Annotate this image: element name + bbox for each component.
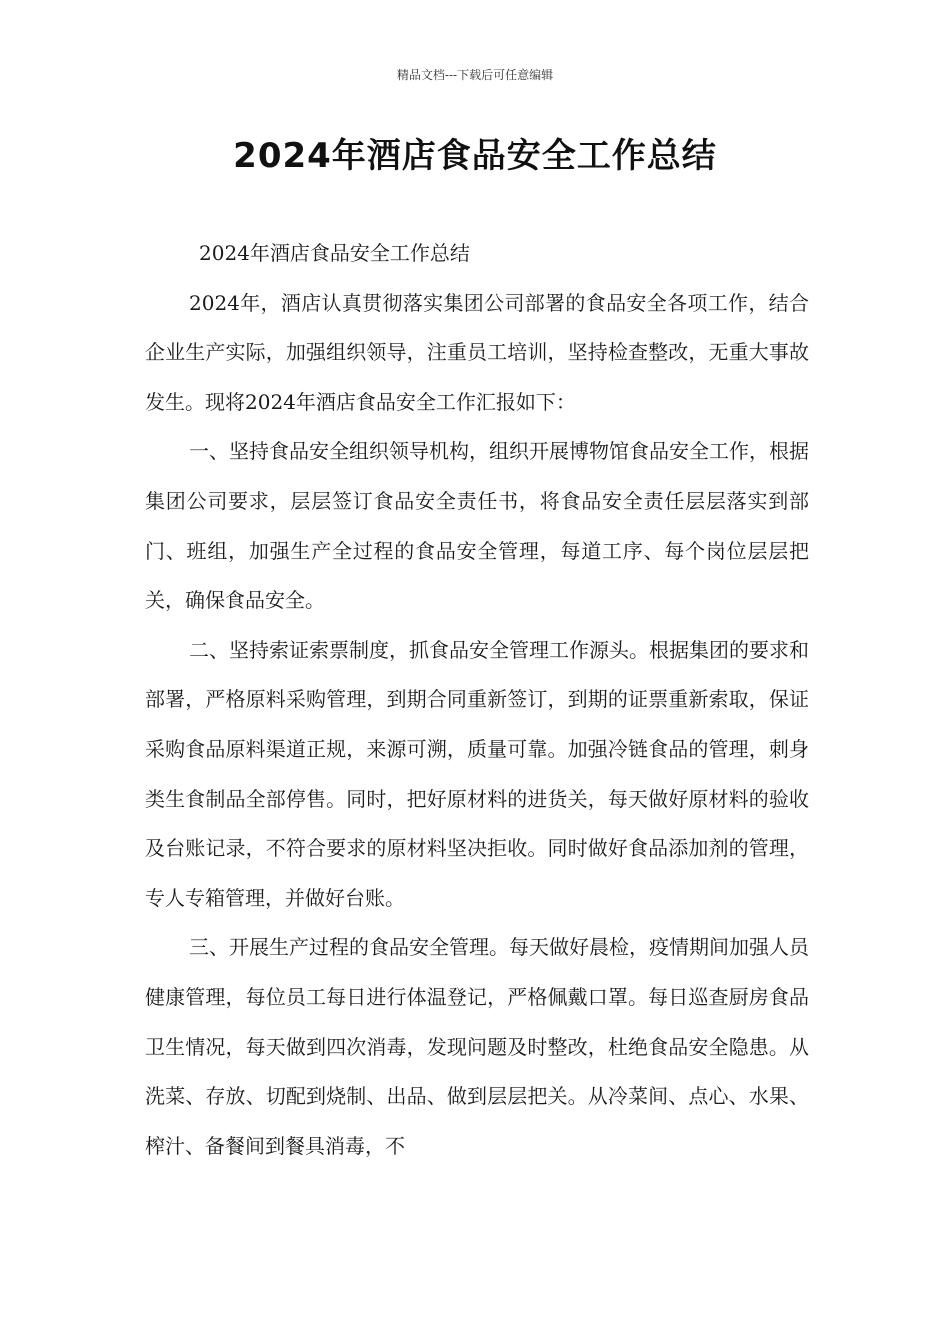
paragraph-intro: 2024年，酒店认真贯彻落实集团公司部署的食品安全各项工作，结合企业生产实际，加强组织领导，注重员工培训，坚持检查整改，无重大事故发生。现将2024年酒店食品安全工作汇报如下： (145, 290, 809, 414)
subtitle: 2024年酒店食品安全工作总结 (199, 241, 470, 265)
header-note: 精品文档---下载后可任意编辑 (396, 68, 554, 82)
document-body (145, 229, 809, 1171)
document-title: 2024年酒店食品安全工作总结 (233, 136, 717, 176)
paragraph-section-2: 二、坚持索证索票制度，抓食品安全管理工作源头。根据集团的要求和部署，严格原料采购管理，到期合同重新签订，到期的证票重新索取，保证采购食品原料渠道正规，来源可溯，质量可靠。加强冷链食品的管理，刺身类生食制品全部停售。同时，把好原材料的进货关，每天做好原材料的验收及台账记录，不符合要求的原材料坚决拒收。同时做好食品添加剂的管理，专人专箱管理，并做好台账。 (145, 637, 809, 910)
paragraph-section-1: 一、坚持食品安全组织领导机构，组织开展博物馆食品安全工作，根据集团公司要求，层层签订食品安全责任书，将食品安全责任层层落实到部门、班组，加强生产全过程的食品安全管理，每道工序、每个岗位层层把关，确保食品安全。 (145, 439, 809, 613)
paragraph-section-3: 三、开展生产过程的食品安全管理。每天做好晨检，疫情期间加强人员健康管理，每位员工每日进行体温登记，严格佩戴口罩。每日巡查厨房食品卫生情况，每天做到四次消毒，发现问题及时整改，杜绝食品安全隐患。从洗菜、存放、切配到烧制、出品、做到层层把关。从冷菜间、点心、水果、榨汁、备餐间到餐具消毒，不 (145, 935, 809, 1158)
